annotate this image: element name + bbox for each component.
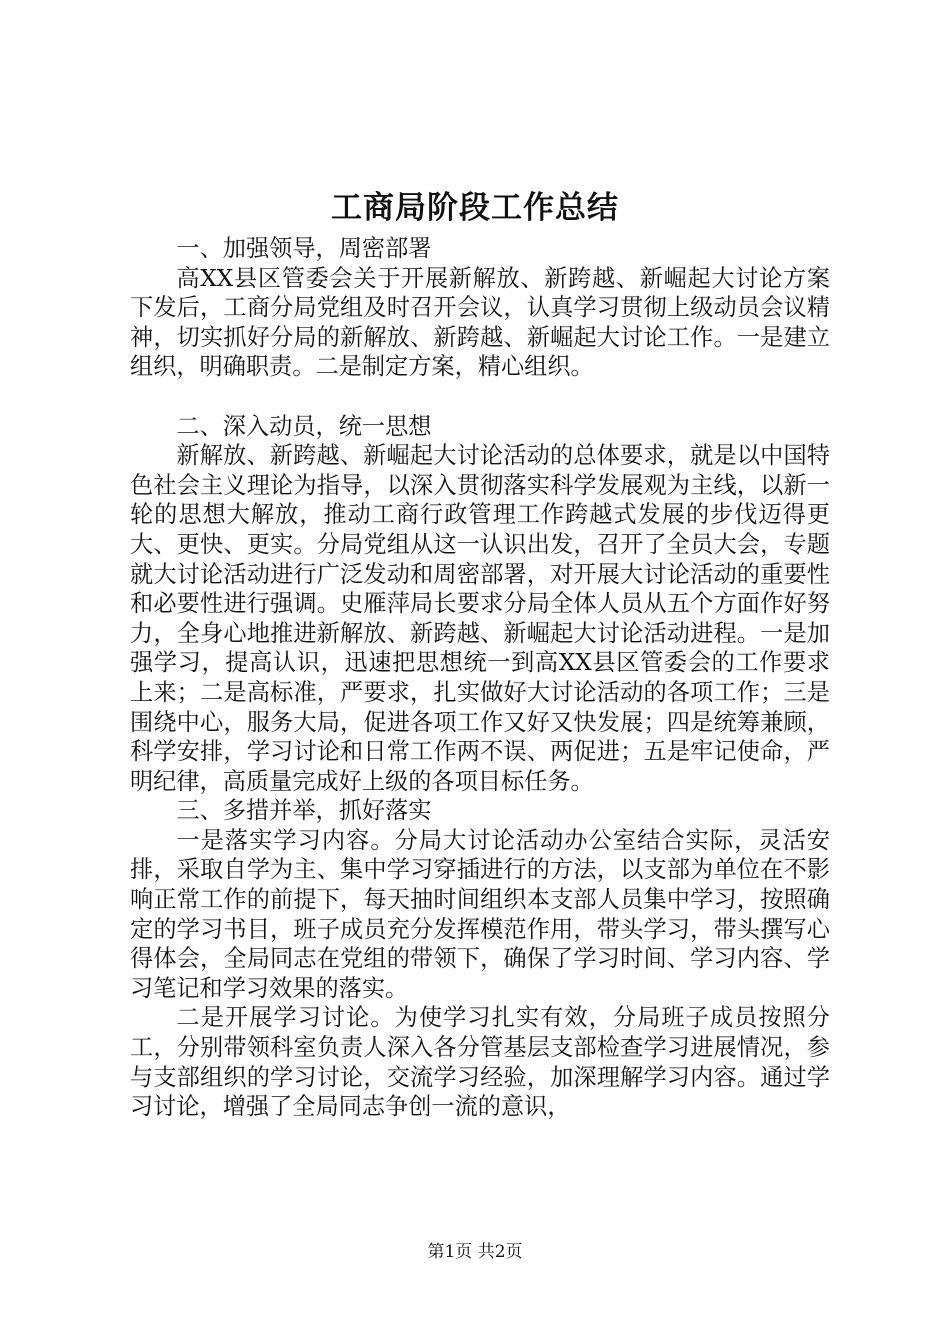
section-heading-2: 二、深入动员，统一思想 <box>176 412 432 440</box>
paragraph-2: 新解放、新跨越、新崛起大讨论活动的总体要求，就是以中国特色社会主义理论为指导，以深入贯彻落实科学发展观为主线，以新一轮的思想大解放，推动工商行政管理工作跨越式发展的步伐迈得更大、更快、更实。分局党组从这一认识出发，召开了全员大会，专题就大讨论活动进行广泛发动和周密部署，对开展大讨论活动的重要性和必要性进行强调。史雁萍局长要求分局全体人员从五个方面作好努力，全身心地推进新解放、新跨越、新崛起大讨论活动进程。一是加强学习，提高认识，迅速把思想统一到高XX县区管委会的工作要求上来；二是高标准，严要求，扎实做好大讨论活动的各项工作；三是围绕中心，服务大局，促进各项工作又好又快发展；四是统筹兼顾，科学安排，学习讨论和日常工作两不误、两促进；五是牢记使命，严明纪律，高质量完成好上级的各项目标任务。 <box>130 442 830 795</box>
document-body <box>130 234 830 1122</box>
page-title: 工商局阶段工作总结 <box>331 190 619 226</box>
section-heading-1: 一、加强领导，周密部署 <box>176 235 432 262</box>
page-footer: 第1页 共2页 <box>427 1242 523 1262</box>
paragraph-1: 高XX县区管委会关于开展新解放、新跨越、新崛起大讨论方案下发后，工商分局党组及时召开会议，认真学习贯彻上级动员会议精神，切实抓好分局的新解放、新跨越、新崛起大讨论工作。一是建立组织，明确职责。二是制定方案，精心组织。 <box>130 264 830 381</box>
paragraph-4: 二是开展学习讨论。为使学习扎实有效，分局班子成员按照分工，分别带领科室负责人深入各分管基层支部检查学习进展情况，参与支部组织的学习讨论，交流学习经验，加深理解学习内容。通过学习讨论，增强了全局同志争创一流的意识， <box>130 1004 830 1121</box>
paragraph-3: 一是落实学习内容。分局大讨论活动办公室结合实际，灵活安排，采取自学为主、集中学习穿插进行的方法，以支部为单位在不影响正常工作的前提下，每天抽时间组织本支部人员集中学习，按照确定的学习书目，班子成员充分发挥模范作用，带头学习，带头撰写心得体会，全局同志在党组的带领下，确保了学习时间、学习内容、学习笔记和学习效果的落实。 <box>130 826 830 1002</box>
paragraph-gap <box>130 382 830 412</box>
section-heading-3: 三、多措并举，抓好落实 <box>176 797 432 825</box>
